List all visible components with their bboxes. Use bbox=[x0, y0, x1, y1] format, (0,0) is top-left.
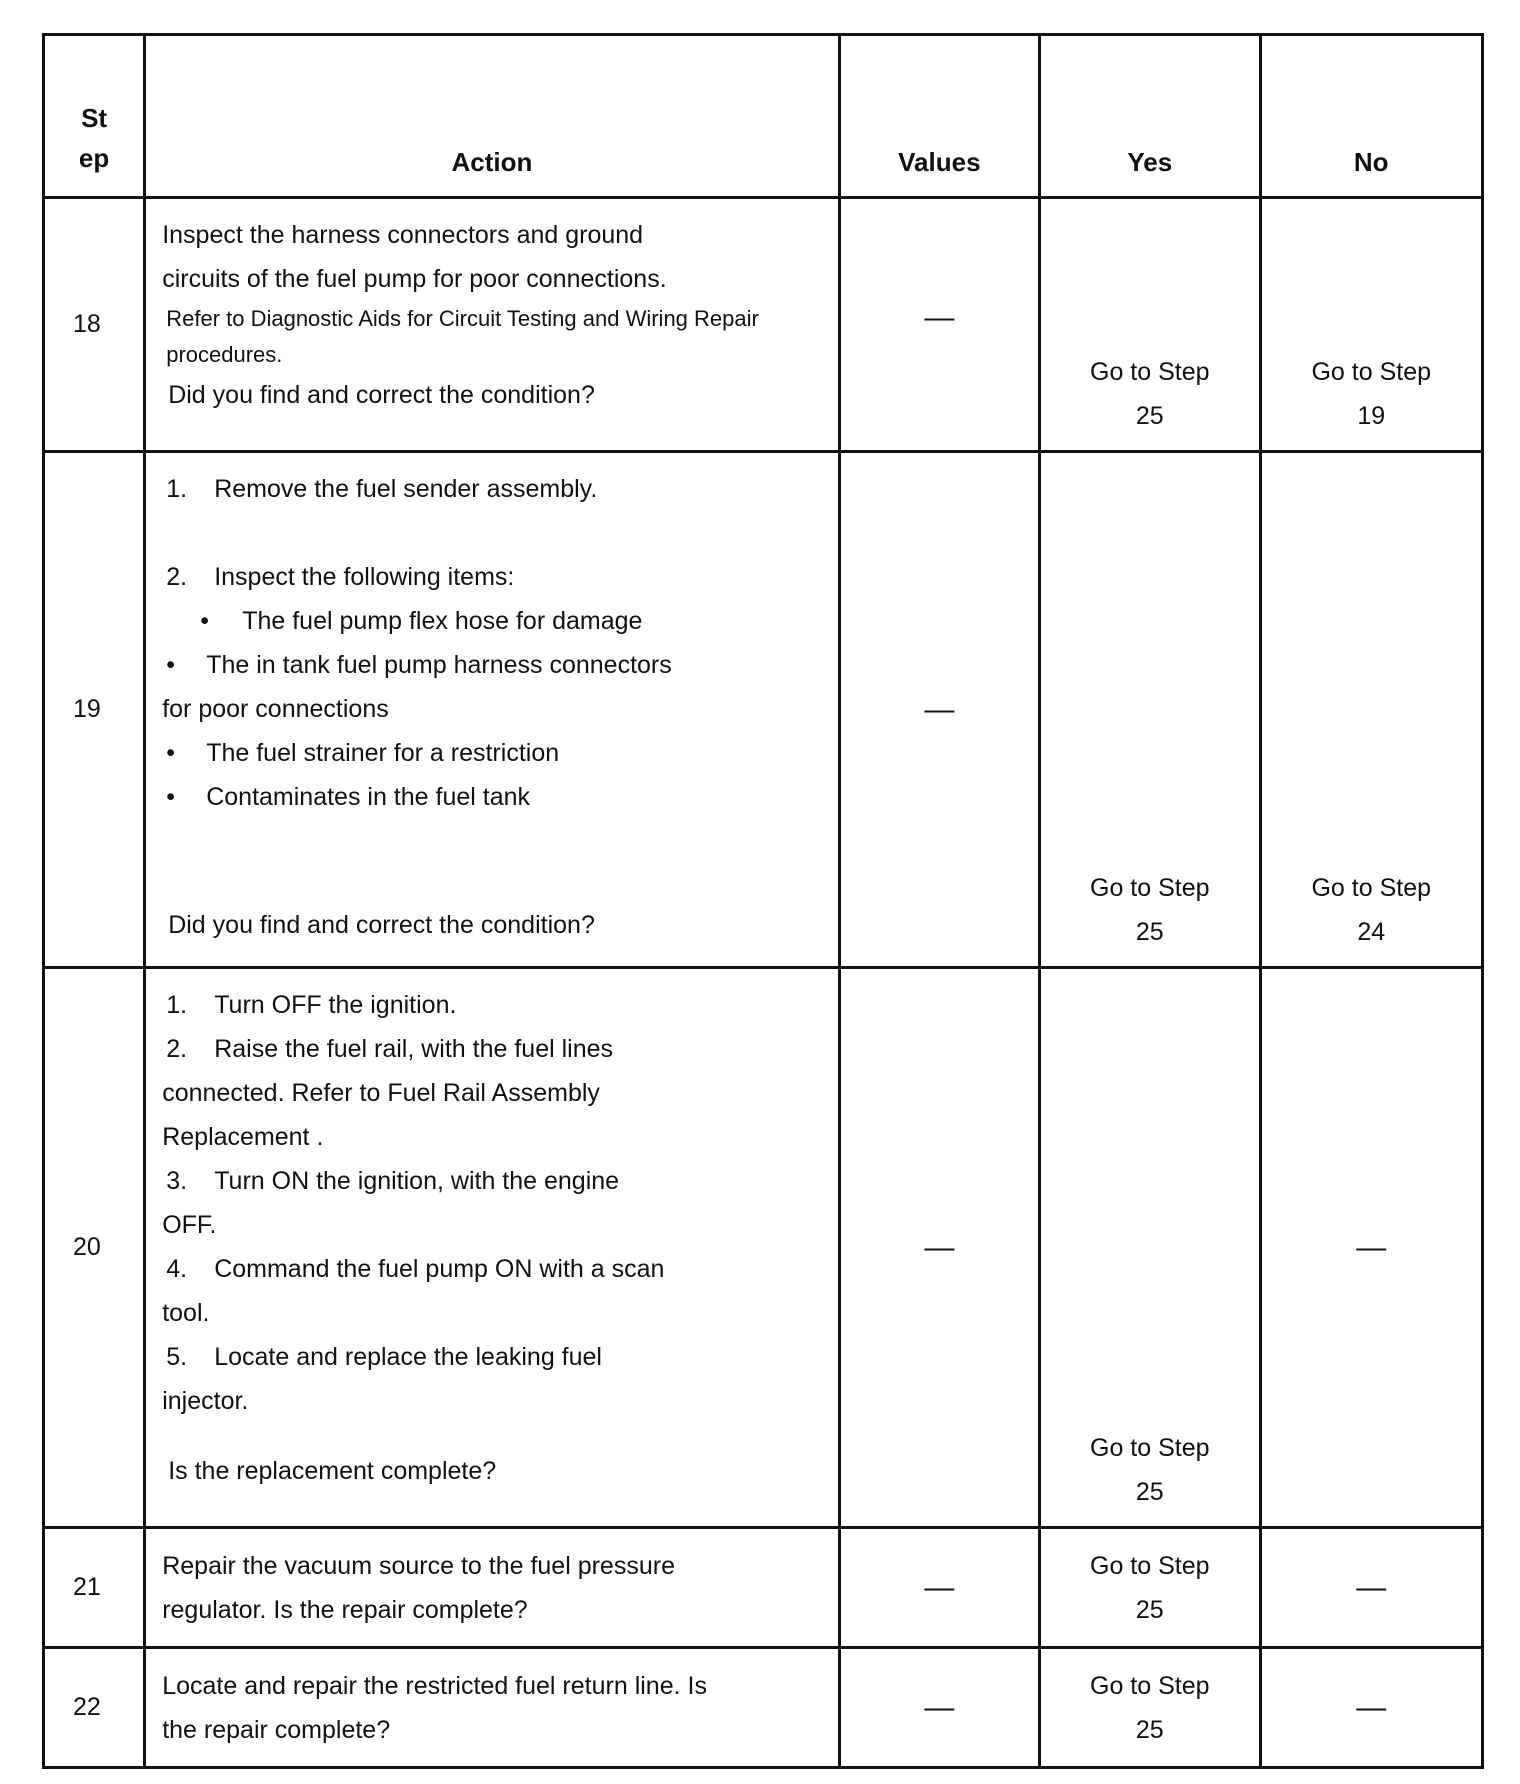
yes-cell bbox=[1040, 452, 1260, 968]
values-cell: — bbox=[839, 968, 1039, 1528]
bullet-icon: • bbox=[166, 783, 175, 811]
action-question: Did you find and correct the condition? bbox=[168, 911, 595, 939]
no-line1: Go to Step bbox=[1311, 874, 1432, 902]
bullet-text: The in tank fuel pump harness connectors bbox=[206, 651, 672, 679]
action-line: for poor connections bbox=[162, 695, 389, 723]
table-row-19 bbox=[44, 452, 1483, 968]
action-line: OFF. bbox=[162, 1211, 217, 1239]
action-line: circuits of the fuel pump for poor connections. bbox=[162, 265, 667, 293]
header-values: Values bbox=[839, 35, 1039, 198]
table-row-20 bbox=[44, 968, 1483, 1528]
yes-line2: 25 bbox=[1135, 1478, 1164, 1506]
no-line2: 24 bbox=[1357, 918, 1386, 946]
action-line bbox=[162, 599, 823, 643]
step-number: 18 bbox=[44, 198, 145, 452]
item-number: 1. bbox=[166, 475, 188, 503]
values-cell: — bbox=[839, 1528, 1039, 1648]
no-cell bbox=[1260, 452, 1483, 968]
action-line: procedures. bbox=[166, 342, 283, 367]
header-step bbox=[44, 35, 145, 198]
action-line bbox=[162, 1247, 823, 1291]
item-text: Command the fuel pump ON with a scan bbox=[214, 1255, 665, 1283]
action-line: Inspect the harness connectors and ground bbox=[162, 221, 644, 249]
action-question: Did you find and correct the condition? bbox=[168, 381, 595, 409]
action-line bbox=[162, 555, 823, 599]
action-cell bbox=[145, 1528, 839, 1648]
table-row-18 bbox=[44, 198, 1483, 452]
action-line bbox=[162, 1335, 823, 1379]
item-number: 5. bbox=[166, 1343, 188, 1371]
header-step-line1: St bbox=[81, 103, 108, 133]
yes-line1: Go to Step bbox=[1090, 1671, 1210, 1700]
bullet-icon: • bbox=[200, 607, 209, 635]
values-cell: — bbox=[839, 452, 1039, 968]
item-text: Turn OFF the ignition. bbox=[214, 991, 457, 1019]
no-cell: — bbox=[1260, 1528, 1483, 1648]
action-line bbox=[162, 1159, 823, 1203]
action-line: tool. bbox=[162, 1299, 210, 1327]
action-line: Repair the vacuum source to the fuel pressure bbox=[162, 1551, 675, 1580]
values-cell: — bbox=[839, 198, 1039, 452]
item-number: 2. bbox=[166, 1035, 188, 1063]
bullet-icon: • bbox=[166, 739, 175, 767]
yes-cell bbox=[1040, 968, 1260, 1528]
item-text: Inspect the following items: bbox=[214, 563, 515, 591]
item-number: 4. bbox=[166, 1255, 188, 1283]
header-yes: Yes bbox=[1040, 35, 1260, 198]
action-line bbox=[162, 467, 823, 511]
step-number: 20 bbox=[44, 968, 145, 1528]
item-text: Locate and replace the leaking fuel bbox=[214, 1343, 602, 1371]
yes-cell bbox=[1040, 1648, 1260, 1768]
header-no: No bbox=[1260, 35, 1483, 198]
action-line bbox=[162, 643, 823, 687]
action-line bbox=[162, 983, 823, 1027]
no-cell bbox=[1260, 198, 1483, 452]
action-line bbox=[162, 731, 823, 775]
yes-line1: Go to Step bbox=[1090, 358, 1210, 386]
action-line bbox=[162, 775, 823, 819]
bullet-text: Contaminates in the fuel tank bbox=[206, 783, 531, 811]
action-cell bbox=[145, 198, 839, 452]
yes-line2: 25 bbox=[1135, 1715, 1164, 1744]
action-cell bbox=[145, 452, 839, 968]
step-number: 21 bbox=[44, 1528, 145, 1648]
action-line: regulator. Is the repair complete? bbox=[162, 1595, 528, 1624]
yes-line2: 25 bbox=[1135, 918, 1164, 946]
no-cell: — bbox=[1260, 1648, 1483, 1768]
action-line bbox=[162, 1027, 823, 1071]
no-line2: 19 bbox=[1357, 402, 1386, 430]
yes-line1: Go to Step bbox=[1090, 1434, 1210, 1462]
header-row bbox=[44, 35, 1483, 198]
yes-line2: 25 bbox=[1135, 1595, 1164, 1624]
item-number: 2. bbox=[166, 563, 188, 591]
yes-cell bbox=[1040, 1528, 1260, 1648]
bullet-icon: • bbox=[166, 651, 175, 679]
yes-line1: Go to Step bbox=[1090, 874, 1210, 902]
action-line: the repair complete? bbox=[162, 1715, 391, 1744]
item-number: 3. bbox=[166, 1167, 188, 1195]
header-action: Action bbox=[145, 35, 839, 198]
action-line: Replacement . bbox=[162, 1123, 324, 1151]
table-row-22 bbox=[44, 1648, 1483, 1768]
diagnostic-table bbox=[42, 33, 1484, 1769]
table-row-21 bbox=[44, 1528, 1483, 1648]
action-line: Locate and repair the restricted fuel return line. Is bbox=[162, 1671, 707, 1700]
yes-cell bbox=[1040, 198, 1260, 452]
step-number: 22 bbox=[44, 1648, 145, 1768]
item-text: Raise the fuel rail, with the fuel lines bbox=[214, 1035, 614, 1063]
no-line1: Go to Step bbox=[1311, 358, 1432, 386]
action-line: injector. bbox=[162, 1387, 249, 1415]
step-number: 19 bbox=[44, 452, 145, 968]
bullet-text: The fuel pump flex hose for damage bbox=[242, 607, 643, 635]
bullet-text: The fuel strainer for a restriction bbox=[206, 739, 560, 767]
yes-line1: Go to Step bbox=[1090, 1551, 1210, 1580]
action-line: Refer to Diagnostic Aids for Circuit Testing and Wiring Repair bbox=[166, 306, 759, 331]
action-question: Is the replacement complete? bbox=[168, 1457, 497, 1485]
no-cell: — bbox=[1260, 968, 1483, 1528]
action-line: connected. Refer to Fuel Rail Assembly bbox=[162, 1079, 600, 1107]
item-number: 1. bbox=[166, 991, 188, 1019]
action-cell bbox=[145, 968, 839, 1528]
values-cell: — bbox=[839, 1648, 1039, 1768]
action-cell bbox=[145, 1648, 839, 1768]
header-step-line2: ep bbox=[78, 143, 110, 173]
yes-line2: 25 bbox=[1135, 402, 1164, 430]
item-text: Remove the fuel sender assembly. bbox=[214, 475, 598, 503]
item-text: Turn ON the ignition, with the engine bbox=[214, 1167, 620, 1195]
